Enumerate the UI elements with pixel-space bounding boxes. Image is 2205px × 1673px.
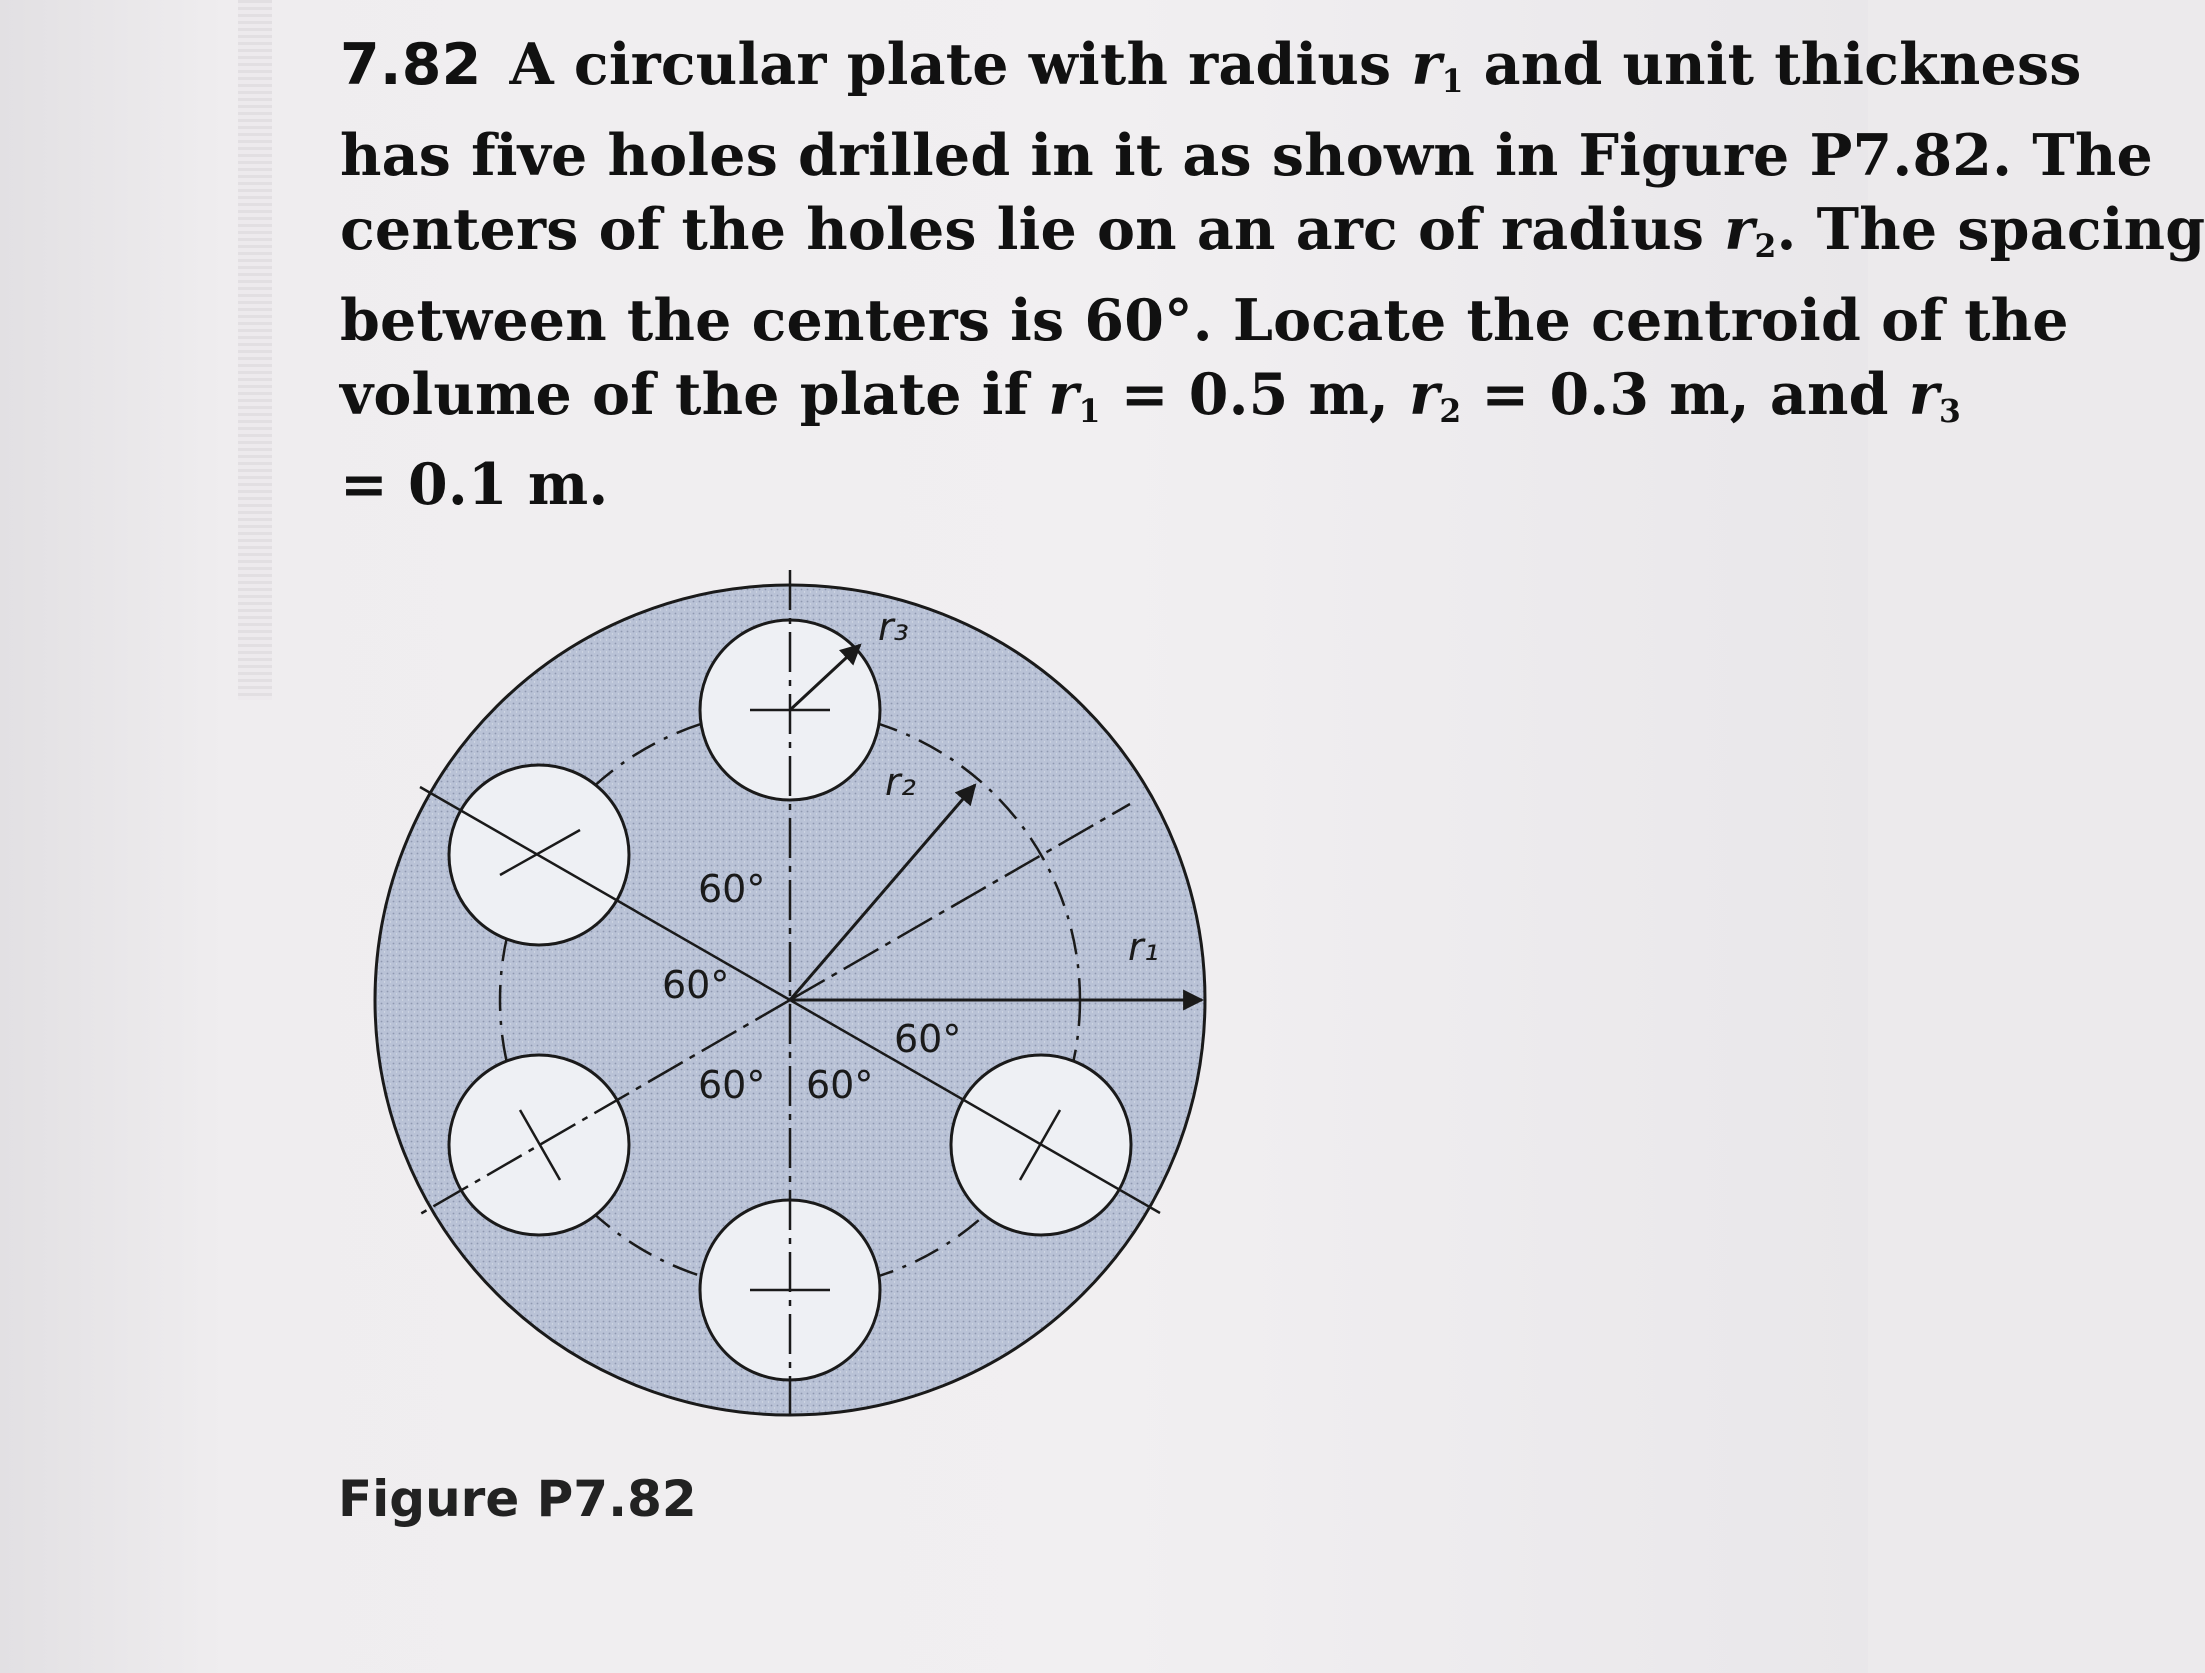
problem-text: A circular plate with radius xyxy=(509,31,1412,98)
angle-label-upper-left: 60° xyxy=(698,867,766,911)
symbol-r1: r xyxy=(1411,31,1442,98)
symbol-r2: r xyxy=(1724,195,1755,263)
figure-caption: Figure P7.82 xyxy=(338,1470,697,1528)
angle-label-bottom-left: 60° xyxy=(698,1063,766,1107)
problem-statement xyxy=(340,28,2205,522)
symbol-subscript: 2 xyxy=(1439,393,1462,430)
symbol-subscript: 3 xyxy=(1938,393,1961,430)
symbol-r1: r xyxy=(1048,360,1079,428)
angle-label-bottom-right: 60° xyxy=(806,1063,874,1107)
problem-line-5 xyxy=(340,358,1961,449)
problem-text: and unit thickness xyxy=(1463,31,2082,98)
figure-p7-82 xyxy=(320,540,1260,1440)
problem-text: = 0.5 m, xyxy=(1100,360,1410,428)
problem-text: = 0.3 m, and xyxy=(1461,360,1909,428)
symbol-r2: r xyxy=(1409,360,1440,428)
problem-text: volume of the plate if xyxy=(340,360,1049,428)
problem-text: . The spacing xyxy=(1776,195,2205,263)
symbol-subscript: 1 xyxy=(1078,393,1101,430)
symbol-subscript: 2 xyxy=(1754,228,1777,265)
label-r1: r₁ xyxy=(1128,925,1159,969)
symbol-r3: r xyxy=(1908,360,1939,428)
problem-line-3 xyxy=(340,193,2205,284)
angle-label-right: 60° xyxy=(894,1017,962,1061)
problem-line-4: between the centers is 60°. Locate the centroid of the xyxy=(340,286,2069,354)
page-binding-edge xyxy=(238,0,272,700)
label-r2: r₂ xyxy=(885,760,916,804)
problem-text: centers of the holes lie on an arc of radius xyxy=(340,195,1725,263)
problem-line-2: has five holes drilled in it as shown in Figure P7.82. The xyxy=(340,121,2153,189)
angle-label-left: 60° xyxy=(662,963,730,1007)
problem-line-1 xyxy=(340,28,2082,119)
plate-diagram xyxy=(320,540,1260,1440)
symbol-subscript: 1 xyxy=(1441,63,1464,100)
label-r3: r₃ xyxy=(878,605,909,649)
problem-line-6: = 0.1 m. xyxy=(340,451,609,519)
problem-number: 7.82 xyxy=(340,32,482,98)
